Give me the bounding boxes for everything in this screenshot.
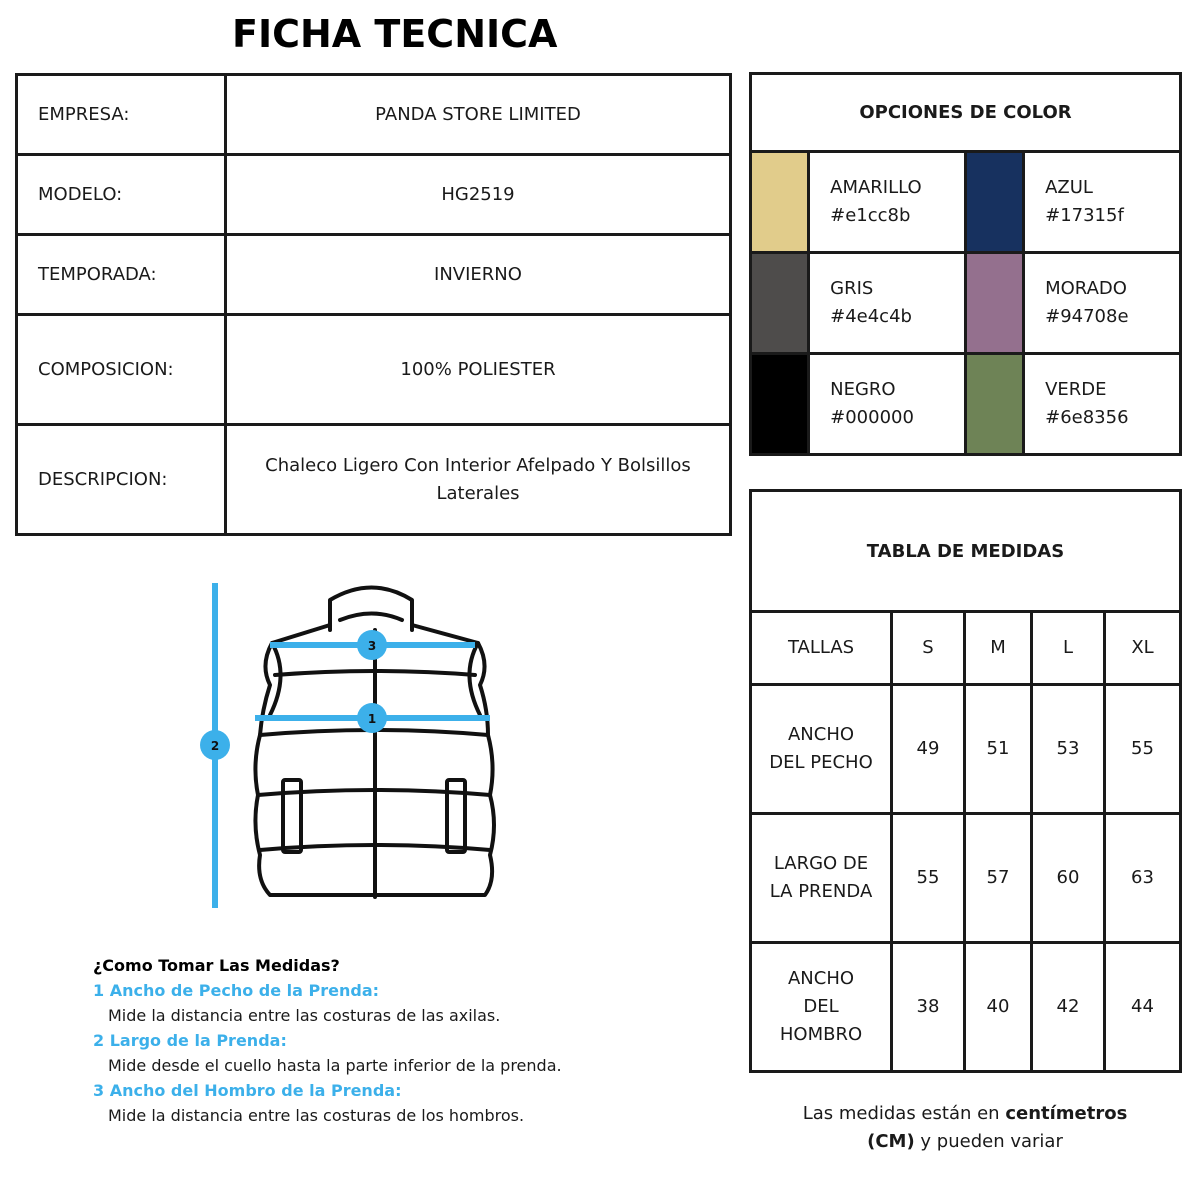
info-row-descripcion: [17, 425, 731, 535]
note-text: y pueden variar: [914, 1131, 1063, 1152]
vest-measurement-diagram: [190, 575, 510, 920]
step-description: Mide desde el cuello hasta la parte inferior de la prenda.: [108, 1056, 562, 1075]
info-row-temporada: [17, 235, 731, 315]
info-label: DESCRIPCION:: [17, 425, 226, 535]
info-label: MODELO:: [17, 155, 226, 235]
measure-label: LARGO DE LA PRENDA: [751, 814, 892, 943]
sizes-label: TALLAS: [751, 612, 892, 685]
color-hex: #e1cc8b: [830, 205, 911, 226]
color-options-title: OPCIONES DE COLOR: [751, 74, 1181, 152]
measure-markers: [200, 630, 387, 760]
measure-value: 63: [1105, 814, 1181, 943]
marker-2-label: 2: [210, 739, 220, 753]
measure-value: 40: [965, 943, 1032, 1072]
color-swatch-amarillo: [751, 152, 809, 253]
color-name: MORADO: [1045, 278, 1127, 299]
color-hex: #000000: [830, 407, 914, 428]
color-name: AZUL: [1045, 177, 1093, 198]
measure-value: 49: [892, 685, 965, 814]
color-row: [751, 152, 1181, 253]
size-row: [751, 814, 1181, 943]
step-title: 3 Ancho del Hombro de la Prenda:: [93, 1081, 402, 1100]
how-to-measure: [93, 953, 653, 1128]
info-value: 100% POLIESTER: [226, 315, 731, 425]
page-title: FICHA TECNICA: [232, 12, 558, 56]
note-text: Las medidas están en: [802, 1103, 1006, 1124]
measure-value: 53: [1032, 685, 1105, 814]
color-swatch-azul: [965, 152, 1023, 253]
color-hex: #4e4c4b: [830, 306, 912, 327]
size-header: L: [1032, 612, 1105, 685]
color-hex: #6e8356: [1045, 407, 1129, 428]
measure-label: ANCHO DEL HOMBRO: [751, 943, 892, 1072]
info-value: Chaleco Ligero Con Interior Afelpado Y Bolsillos Laterales: [226, 425, 731, 535]
measure-value: 60: [1032, 814, 1105, 943]
info-row-empresa: [17, 75, 731, 155]
info-label: TEMPORADA:: [17, 235, 226, 315]
info-table: [15, 73, 732, 536]
marker-1-label: 1: [367, 712, 377, 726]
measure-value: 38: [892, 943, 965, 1072]
color-hex: #94708e: [1045, 306, 1129, 327]
color-name: AMARILLO: [830, 177, 922, 198]
note-unit-abbr: (CM): [867, 1131, 915, 1152]
measure-label: ANCHO DEL PECHO: [751, 685, 892, 814]
size-chart-title: TABLA DE MEDIDAS: [751, 491, 1181, 612]
size-header: S: [892, 612, 965, 685]
color-row: [751, 354, 1181, 455]
info-value: HG2519: [226, 155, 731, 235]
color-swatch-verde: [965, 354, 1023, 455]
size-chart-table: [749, 489, 1182, 1073]
color-swatch-gris: [751, 253, 809, 354]
color-swatch-morado: [965, 253, 1023, 354]
measure-value: 55: [1105, 685, 1181, 814]
step-title: 1 Ancho de Pecho de la Prenda:: [93, 981, 380, 1000]
info-label: COMPOSICION:: [17, 315, 226, 425]
info-row-modelo: [17, 155, 731, 235]
size-row: [751, 943, 1181, 1072]
color-options-table: [749, 72, 1182, 456]
step-description: Mide la distancia entre las costuras de los hombros.: [108, 1106, 525, 1125]
measure-value: 51: [965, 685, 1032, 814]
measure-value: 57: [965, 814, 1032, 943]
size-header: M: [965, 612, 1032, 685]
size-header: XL: [1105, 612, 1181, 685]
measure-value: 55: [892, 814, 965, 943]
marker-3-label: 3: [367, 639, 377, 653]
color-hex: #17315f: [1045, 205, 1124, 226]
info-row-composicion: [17, 315, 731, 425]
step-description: Mide la distancia entre las costuras de las axilas.: [108, 1006, 501, 1025]
color-swatch-negro: [751, 354, 809, 455]
size-row: [751, 685, 1181, 814]
measurement-note: [760, 1100, 1170, 1156]
size-header-row: [751, 612, 1181, 685]
measure-value: 42: [1032, 943, 1105, 1072]
color-name: GRIS: [830, 278, 874, 299]
color-row: [751, 253, 1181, 354]
step-title: 2 Largo de la Prenda:: [93, 1031, 287, 1050]
color-name: VERDE: [1045, 379, 1107, 400]
info-label: EMPRESA:: [17, 75, 226, 155]
measure-value: 44: [1105, 943, 1181, 1072]
how-to-heading: ¿Como Tomar Las Medidas?: [93, 956, 340, 975]
note-unit: centímetros: [1005, 1103, 1128, 1124]
color-name: NEGRO: [830, 379, 896, 400]
info-value: PANDA STORE LIMITED: [226, 75, 731, 155]
info-value: INVIERNO: [226, 235, 731, 315]
